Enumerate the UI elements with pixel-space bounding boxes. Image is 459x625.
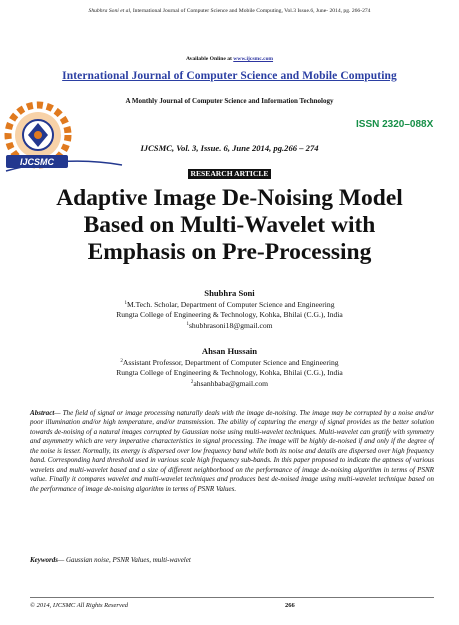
- issn-number: ISSN 2320–088X: [356, 119, 434, 130]
- author-affiliation: [0, 358, 459, 369]
- journal-subtitle: A Monthly Journal of Computer Science and Information Technology: [125, 97, 334, 105]
- logo-text: IJCSMC: [19, 157, 55, 167]
- journal-url-link[interactable]: www.ijcsmc.com: [233, 56, 274, 62]
- author-sup: 2: [120, 359, 123, 364]
- author-affiliation: [0, 300, 459, 311]
- article-category-wrap: [0, 163, 459, 181]
- author-email[interactable]: ahsanhbaba@gmail.com: [193, 379, 269, 388]
- author-email[interactable]: shubhrasoni18@gmail.com: [188, 321, 273, 330]
- footer-divider: [30, 597, 434, 598]
- author-sup: 1: [124, 301, 127, 306]
- keywords-text: — Gaussian noise, PSNR Values, multi-wavelet: [58, 556, 191, 564]
- author-institution: Rungta College of Engineering & Technology, Kohka, Bhilai (C.G.), India: [116, 310, 343, 319]
- footer-copyright: © 2014, IJCSMC All Rights Reserved: [30, 602, 128, 609]
- running-head-text: , International Journal of Computer Science and Mobile Computing, Vol.3 Issue.6, June- 2014, pg. 266-274: [130, 8, 371, 14]
- title-line: Emphasis on Pre-Processing: [87, 239, 372, 265]
- keywords: [30, 556, 434, 564]
- author-position: M.Tech. Scholar, Department of Computer Science and Engineering: [126, 300, 335, 309]
- author-institution: Rungta College of Engineering & Technology, Kohka, Bhilai (C.G.), India: [116, 368, 343, 377]
- abstract-text: — The field of signal or image processing naturally deals with the image de-noising. The image may be corrupted by a noise and/or poor illumination and/or high temperature, and/or transmission. The ability of capturing the energy of signal provides us the better solution towards de-noising of a natural images corrupted by Gaussian noise using multi-wavelet techniques. Multi-wavelet can gratify with symmetry and asymmetry which are very imperative characteristics in signal processing. The image will be highly de-noised if and only if the degree of the noise is lesser. Normally, its energy is dispersed over low frequency band while both its noise and details are dispersed over high frequency band. Corresponding hard threshold used in various scale high frequency sub-bands. In this paper proposed to indicate the aptness of various wavelets and multi-wavelet based and a size of different neighborhood on the performance of image de-noising algorithm in terms of PSNR value. Finally it compares wavelet and multi-wavelet techniques and produces best de-noised image using multi-wavelet technique based on the performance of image de-noising algorithm in terms of PSNR Values.: [30, 409, 434, 493]
- paper-title: [0, 185, 459, 266]
- author-email-line: [0, 379, 459, 390]
- available-online-label: Available Online at: [185, 56, 234, 62]
- author-name: Shubhra Soni: [204, 288, 255, 298]
- author-name: Ahsan Hussain: [201, 346, 258, 356]
- author-position: Assistant Professor, Department of Computer Science and Engineering: [122, 358, 339, 367]
- author-email-line: [0, 321, 459, 332]
- journal-citation: IJCSMC, Vol. 3, Issue. 6, June 2014, pg.266 – 274: [140, 143, 319, 153]
- available-online: [0, 56, 459, 62]
- title-line: Adaptive Image De-Noising Model: [56, 185, 403, 211]
- author-sup: 2: [190, 380, 194, 385]
- author-sup: 1: [186, 322, 189, 327]
- page-number: 266: [285, 602, 295, 609]
- journal-name: International Journal of Computer Science and Mobile Computing: [62, 70, 397, 82]
- abstract-label: Abstract: [30, 409, 55, 417]
- title-line: Based on Multi-Wavelet with: [83, 212, 376, 238]
- running-head: [0, 8, 459, 14]
- running-head-author: Shubhra Soni et al: [88, 8, 131, 14]
- article-category: RESEARCH ARTICLE: [190, 169, 269, 178]
- keywords-label: Keywords: [30, 556, 58, 564]
- abstract: [30, 409, 434, 494]
